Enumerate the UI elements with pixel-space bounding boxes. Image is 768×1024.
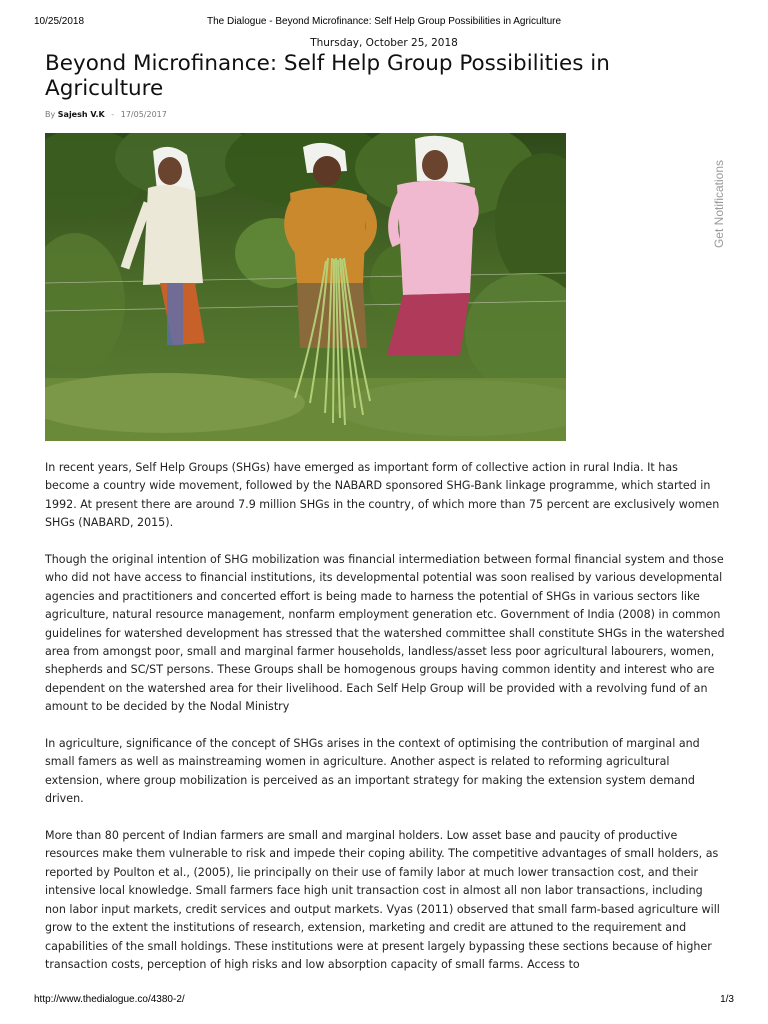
print-date: 10/25/2018 <box>34 16 85 27</box>
author-link[interactable]: Sajesh V.K <box>57 110 105 119</box>
article-title: Beyond Microfinance: Self Help Group Possibilities in Agriculture <box>45 51 610 101</box>
print-page-title: The Dialogue - Beyond Microfinance: Self Help Group Possibilities in Agriculture <box>206 16 562 27</box>
article-paragraph: In recent years, Self Help Groups (SHGs) have emerged as important form of collective action in rural India. It has become a country wide movement, followed by the NABARD sponsored SHG-Bank linkage programme, which started in 1992. At present there are around 7.9 million SHGs in the country, of which more than 75 percent are exclusively women SHGs (NABARD, 2015). <box>45 461 720 530</box>
site-current-date: Thursday, October 25, 2018 <box>310 37 458 49</box>
article-body <box>45 459 725 993</box>
get-notifications-button[interactable] <box>711 158 727 250</box>
print-url: http://www.thedialogue.co/4380-2/ <box>34 994 185 1005</box>
byline-prefix: By <box>45 110 56 119</box>
featured-image <box>45 133 566 441</box>
article-paragraph: More than 80 percent of Indian farmers are small and marginal holders. Low asset base and paucity of productive resources make them vulnerable to risk and impede their coping ability. The competitive advantages of small holders, as reported by Poulton et al., (2005), lie principally on their use of family labor at much lower transaction cost, and their intensive local knowledge. Small farmers face high unit transaction cost in almost all non labor transactions, including non labor input markets, credit services and output markets. Vyas (2011) observed that small farm-based agriculture will grow to the extent the institutions of research, extension, marketing and credit are attuned to the requirement and capabilities of the small holdings. These institutions were at present largely bypassing these sections because of higher transaction costs, perception of high risks and low absorption capacity of small farms. Access to <box>45 829 720 971</box>
print-footer <box>34 994 734 1008</box>
get-notifications-label: Get Notifications <box>712 159 726 249</box>
print-header <box>34 16 734 30</box>
byline <box>45 110 167 119</box>
article-paragraph: In agriculture, significance of the concept of SHGs arises in the context of optimising the contribution of marginal and small famers as well as mainstreaming women in agriculture. Another aspect is related to reforming agricultural extension, where group mobilization is perceived as an important strategy for making the extension system demand driven. <box>45 737 700 806</box>
page-count: 1/3 <box>720 994 734 1005</box>
publish-date: 17/05/2017 <box>120 110 167 119</box>
byline-separator: - <box>111 110 115 119</box>
article-paragraph: Though the original intention of SHG mobilization was financial intermediation between formal financial system and those who did not have access to financial institutions, its developmental potential was soon realised by various developmental agencies and practitioners and concerted effort is being made to harness the potential of SHGs in various sectors like agriculture, natural resource management, nonfarm employment generation etc. Government of India (2008) in common guidelines for watershed development has stressed that the watershed committee shall constitute SHGs in the watershed area from amongst poor, small and marginal farmer households, landless/asset less poor agricultural labourers, women, shepherds and SC/ST persons. These Groups shall be homogenous groups having common identity and interest who are dependent on the watershed area for their livelihood. Each Self Help Group will be provided with a revolving fund of an amount to be decided by the Nodal Ministry <box>45 553 725 714</box>
